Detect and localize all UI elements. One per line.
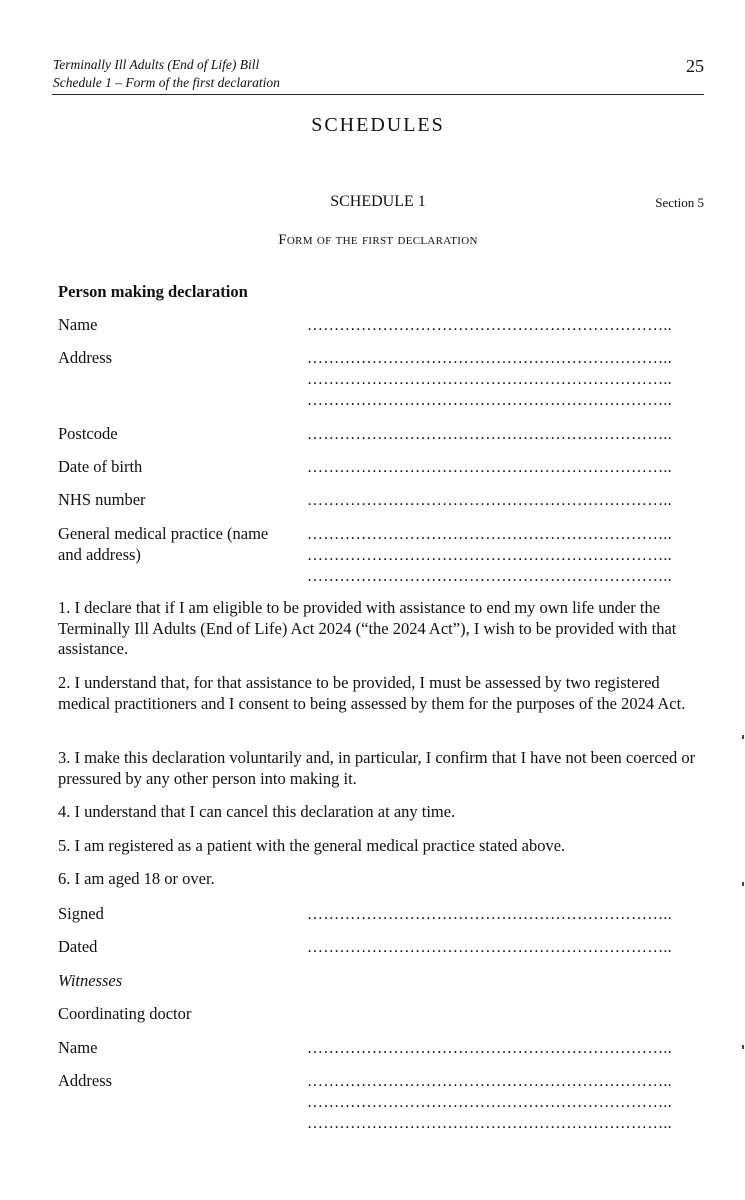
date-of-birth-field[interactable]: ………………………………………………………….. (307, 459, 672, 476)
postcode-field[interactable]: ………………………………………………………….. (307, 426, 672, 443)
name-label: Name (58, 315, 98, 334)
gp-label-line-1: General medical practice (name (58, 524, 269, 543)
running-header-bill-title: Terminally Ill Adults (End of Life) Bill (53, 57, 260, 72)
doctor-name-label: Name (58, 1038, 98, 1057)
doctor-address-field-line-2[interactable]: ………………………………………………………….. (307, 1094, 672, 1111)
person-section-heading: Person making declaration (58, 282, 248, 301)
witnesses-heading: Witnesses (58, 971, 123, 990)
nhs-number-label: NHS number (58, 490, 146, 509)
address-field-line-3[interactable]: ………………………………………………………….. (307, 392, 672, 409)
dated-field[interactable]: ………………………………………………………….. (307, 939, 672, 956)
date-of-birth-label: Date of birth (58, 457, 143, 476)
signed-label: Signed (58, 904, 104, 923)
statement-3: 3. I make this declaration voluntarily and, in particular, I confirm that I have not been coerced or pressured by any other person into making it. (58, 748, 696, 788)
statement-6: 6. I am aged 18 or over. (58, 869, 215, 888)
statement-4: 4. I understand that I can cancel this declaration at any time. (58, 802, 456, 821)
statement-2: 2. I understand that, for that assistance to be provided, I must be assessed by two registered medical practitioners and I consent to being assessed by them for the purposes of the 2024 Act. (58, 673, 686, 713)
doctor-address-field-line-1[interactable]: ………………………………………………………….. (307, 1073, 672, 1090)
gp-field-line-1[interactable]: ………………………………………………………….. (307, 526, 672, 543)
gp-field-line-3[interactable]: ………………………………………………………….. (307, 568, 672, 585)
doctor-address-label: Address (58, 1071, 113, 1090)
gp-label-line-2: and address) (58, 545, 141, 564)
running-header-schedule-ref: Schedule 1 – Form of the first declaration (53, 75, 280, 90)
dated-label: Dated (58, 937, 98, 956)
nhs-number-field[interactable]: ………………………………………………………….. (307, 492, 672, 509)
address-field-line-2[interactable]: ………………………………………………………….. (307, 371, 672, 388)
postcode-label: Postcode (58, 424, 118, 443)
address-field-line-1[interactable]: ………………………………………………………….. (307, 350, 672, 367)
form-title: Form of the first declaration (278, 232, 478, 248)
doctor-name-field[interactable]: ………………………………………………………….. (307, 1040, 672, 1057)
page-number: 25 (686, 56, 704, 76)
schedules-heading: SCHEDULES (311, 114, 445, 136)
margin-mark (742, 1045, 744, 1049)
header-rule (52, 94, 704, 95)
statement-1: 1. I declare that if I am eligible to be provided with assistance to end my own life under the Terminally Ill Adults (End of Life) Act 2024 (“the 2024 Act”), I wish to be provided with that assistance. (58, 598, 677, 658)
margin-mark (742, 882, 744, 886)
margin-mark (742, 735, 744, 739)
coordinating-doctor-heading: Coordinating doctor (58, 1004, 192, 1023)
statement-5: 5. I am registered as a patient with the general medical practice stated above. (58, 836, 566, 855)
schedule-title: SCHEDULE 1 (330, 193, 426, 210)
section-reference: Section 5 (655, 195, 704, 210)
name-field[interactable]: ………………………………………………………….. (307, 317, 672, 334)
gp-field-line-2[interactable]: ………………………………………………………….. (307, 547, 672, 564)
doctor-address-field-line-3[interactable]: ………………………………………………………….. (307, 1115, 672, 1132)
signed-field[interactable]: ………………………………………………………….. (307, 906, 672, 923)
address-label: Address (58, 348, 113, 367)
